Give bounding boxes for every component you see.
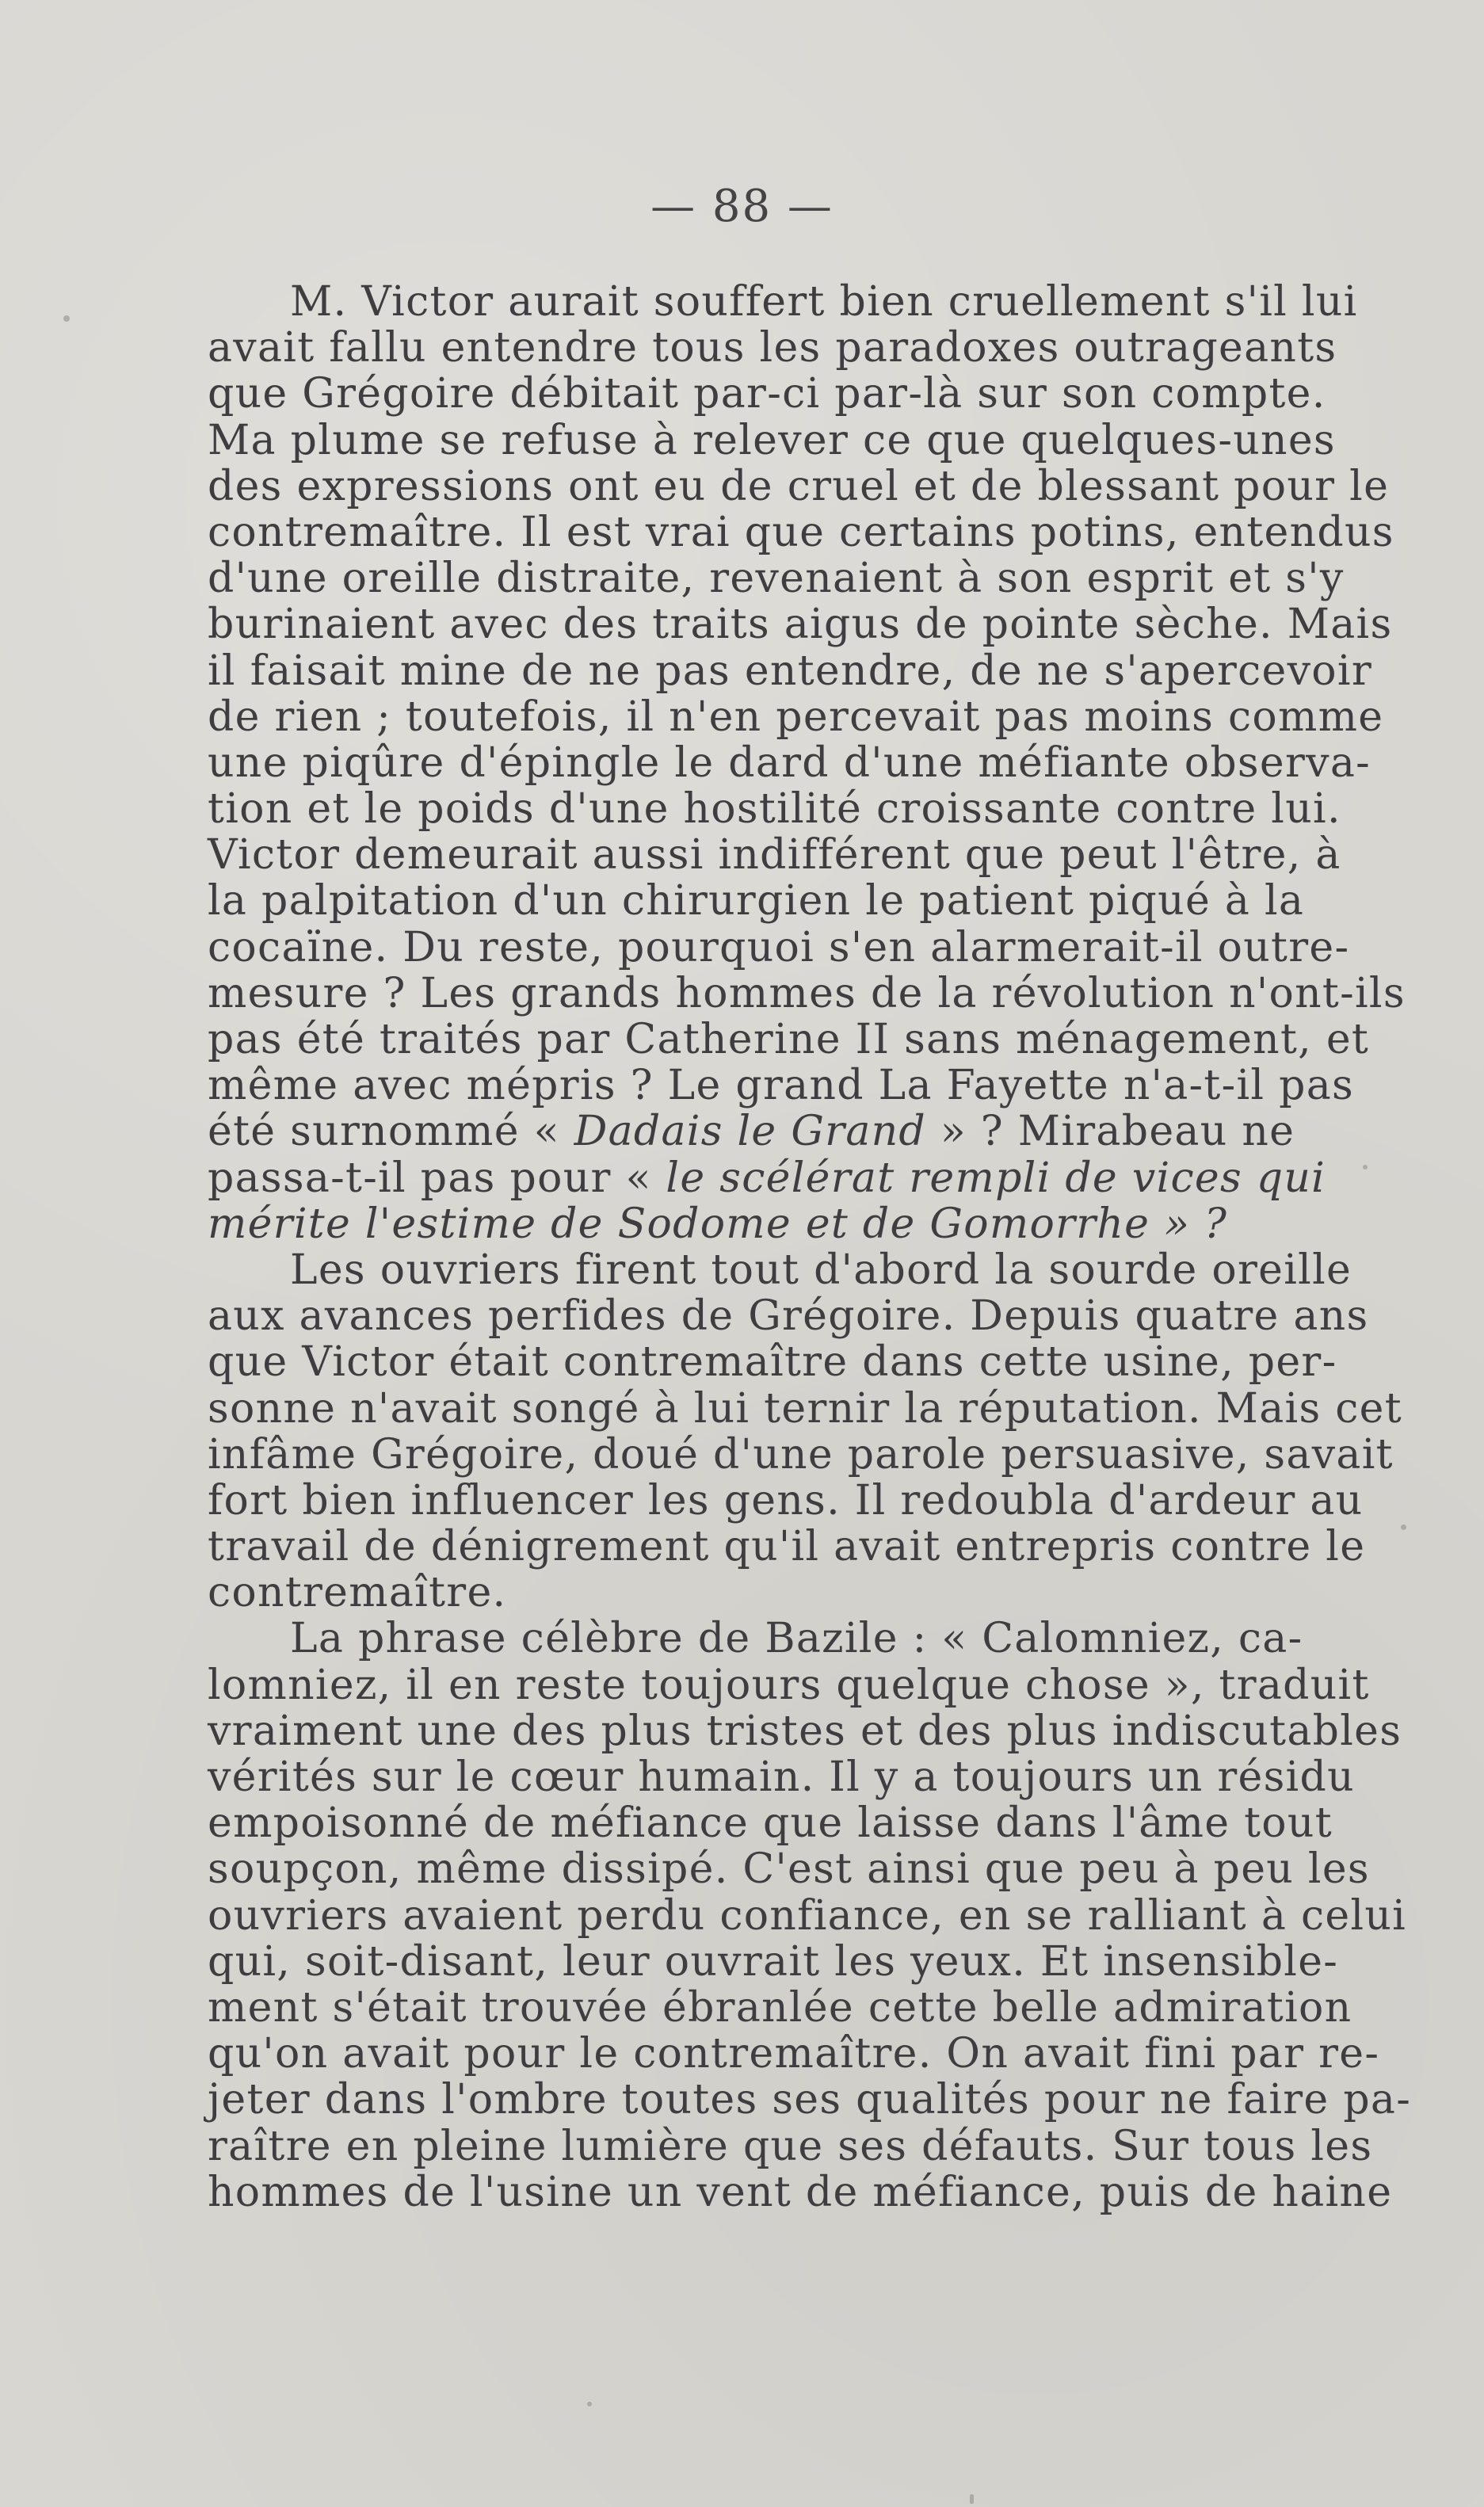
italic-quote: le scélérat rempli de vices qui [666,1154,1326,1202]
text-line: contremaître. [208,1569,507,1617]
text-line: raître en pleine lumière que ses défauts. Sur tous les [208,2122,1373,2170]
text-line: contremaître. Il est vrai que certains potins, entendus [208,508,1394,556]
text-line: lomniez, il en reste toujours quelque chose », traduit [208,1661,1370,1709]
text-line: il faisait mine de ne pas entendre, de ne s'apercevoir [208,647,1372,695]
text-line: pas été traités par Catherine II sans ménagement, et [208,1016,1370,1063]
text-line: la palpitation d'un chirurgien le patient piqué à la [208,877,1305,925]
text-line: burinaient avec des traits aigus de pointe sèche. Mais [208,601,1393,649]
paper-speck [1363,1165,1368,1170]
text-line: cocaïne. Du reste, pourquoi s'en alarmerait-il outre- [208,923,1350,971]
text-line: une piqûre d'épingle le dard d'une méfiante observa- [208,738,1371,787]
text-line: vérités sur le cœur humain. Il y a toujours un résidu [208,1753,1355,1801]
text-line: des expressions ont eu de cruel et de blessant pour le [208,462,1390,510]
text-line: hommes de l'usine un vent de méfiance, puis de haine [208,2168,1393,2216]
text-line: passa-t-il pas pour « le scélérat rempli de vices qui [208,1154,1326,1202]
paper-speck [63,315,70,322]
text-line: jeter dans l'ombre toutes ses qualités pour ne faire pa- [208,2076,1412,2124]
text-line: mérite l'estime de Sodome et de Gomorrhe » ? [208,1200,1228,1248]
paper-speck [970,2494,974,2504]
text-line: avait fallu entendre tous les paradoxes outrageants [208,324,1337,372]
text-line: mesure ? Les grands hommes de la révolution n'ont-ils [208,969,1406,1017]
text-line: qu'on avait pour le contremaître. On avait fini par re- [208,2030,1380,2078]
text-line: vraiment une des plus tristes et des plus indiscutables [208,1707,1402,1755]
text-line: qui, soit-disant, leur ouvrait les yeux. Et insensible- [208,1937,1339,1986]
text-line: ouvriers avaient perdu confiance, en se ralliant à celui [208,1891,1407,1940]
text-line: Ma plume se refuse à relever ce que quelques-unes [208,416,1336,464]
text-line: tion et le poids d'une hostilité croissante contre lui. [208,785,1341,834]
text-line: même avec mépris ? Le grand La Fayette n'a-t-il pas [208,1062,1355,1110]
text-line: de rien ; toutefois, il n'en percevait pas moins comme [208,693,1384,741]
text-line: Victor demeurait aussi indifférent que peut l'être, à [208,831,1341,880]
page-number: — 88 — [650,181,834,232]
text-line: M. Victor aurait souffert bien cruellement s'il lui [290,278,1358,326]
text-line: aux avances perfides de Grégoire. Depuis quatre ans [208,1292,1369,1341]
text-line: que Victor était contremaître dans cette usine, per- [208,1338,1337,1387]
paper-speck [1401,1524,1406,1530]
italic-quote: Dadais le Grand [574,1108,927,1156]
text-line: empoisonné de méfiance que laisse dans l'âme tout [208,1799,1333,1848]
text-line: que Grégoire débitait par-ci par-là sur son compte. [208,370,1326,418]
text-line: ment s'était trouvée ébranlée cette belle admiration [208,1983,1352,2032]
paper-speck [587,2402,592,2406]
body-text [208,278,1412,2216]
text-line: été surnommé « Dadais le Grand » ? Mirabeau ne [208,1108,1295,1156]
text-line: La phrase célèbre de Bazile : « Calomniez, ca- [290,1615,1303,1663]
text-line: fort bien influencer les gens. Il redoubla d'ardeur au [208,1476,1364,1524]
text-line: sonne n'avait songé à lui ternir la réputation. Mais cet [208,1384,1402,1433]
text-line: travail de dénigrement qu'il avait entrepris contre le [208,1523,1366,1571]
text-line: d'une oreille distraite, revenaient à son esprit et s'y [208,555,1345,603]
text-line: soupçon, même dissipé. C'est ainsi que peu à peu les [208,1845,1370,1894]
text-line: infâme Grégoire, doué d'une parole persuasive, savait [208,1430,1394,1479]
text-line: Les ouvriers firent tout d'abord la sourde oreille [290,1246,1352,1294]
